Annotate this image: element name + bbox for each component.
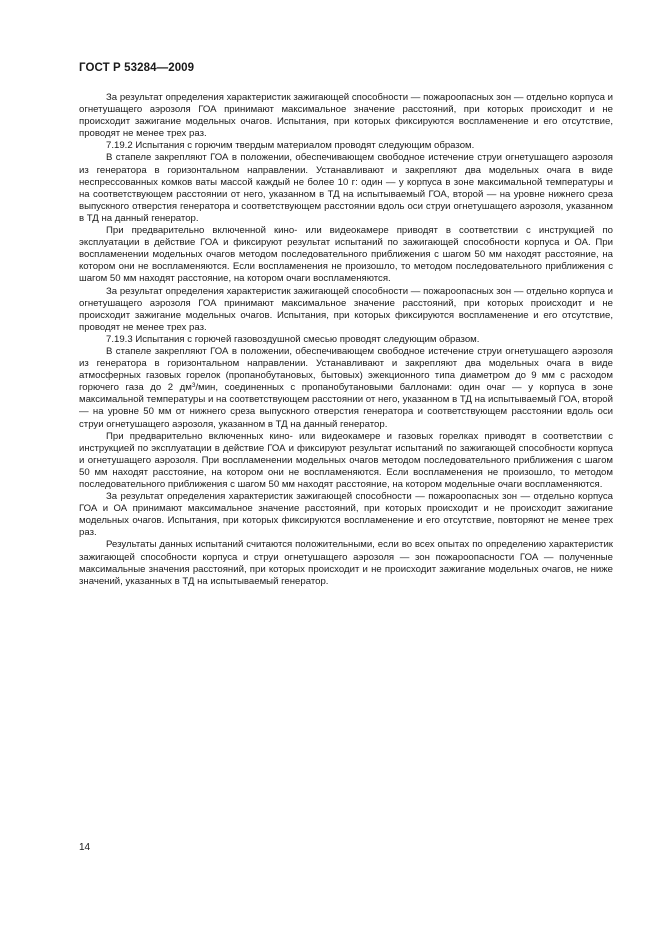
standard-code-header: ГОСТ Р 53284—2009 [79, 62, 195, 74]
paragraph-gas-procedure: При предварительно включенных кино- или видеокамере и газовых горелках приводят в соответствии с инструкцией по эксплуатации в действие ГОА и фиксируют результат испытаний по зажигающей способности корпуса и огнетушащего аэрозоля. При воспламенении модельных очагов методом последовательного приближения с шагом 50 мм находят расстояние, на котором они не воспламеняются. Если воспламенения не произошло, то методом последовательного приближения с шагом 50 мм находят расстояние, на котором модельные очаги воспламеняются. [79, 430, 613, 490]
paragraph-section-7-19-2: 7.19.2 Испытания с горючим твердым материалом проводят следующим образом. [106, 140, 475, 152]
paragraph-result-solid-2: За результат определения характеристик зажигающей способности — пожароопасных зон — отдельно корпуса и огнетушащего аэрозоля ГОА принимают максимальное значение расстояний, при которых происходит и не происходит зажигание модельных очагов. Испытания, при которых фиксируются воспламенение и его отсутствие, проводят не менее трех раз. [79, 285, 613, 333]
gas-setup-text-end: /мин, соединенных с пропанобутановыми баллонами: один очаг — у корпуса в зоне максимальной температуры и на соответствующем расстоянии от него, указанном в ТД на испытываемый ГОА, второй — на уровне 50 мм от нижнего среза выпускного отверстия генератора и соответствующем расстоянии вдоль оси струи огнетушащего аэрозоля, указанном в ТД на данный генератор. [79, 382, 613, 430]
paragraph-section-7-19-3: 7.19.3 Испытания с горючей газовоздушной смесью проводят следующим образом. [106, 333, 480, 345]
gas-setup-text-start: В стапеле закрепляют ГОА в положении, обеспечивающем свободное истечение струи огнетушащего аэрозоля из генератора в горизонтальном направлении. Устанавливают и закрепляют два модельных очага в виде атмосферных газовых горелок (пропанобутановых, бытовых) эжекционного типа диаметром до 9 мм с расходом горючего газа до 2 дм [79, 345, 613, 394]
body-text [79, 92, 613, 588]
page-number: 14 [79, 842, 91, 853]
paragraph-gas-setup [79, 346, 613, 431]
paragraph-conclusion: Результаты данных испытаний считаются положительными, если во всех опытах по определению характеристик зажигающей способности корпуса и струи огнетушащего аэрозоля — зон пожароопасности ГОА — полученные максимальные значения расстояний, при которых происходит и не происходит зажигание модельных очагов, не ниже значений, указанных в ТД на испытываемый генератор. [79, 539, 613, 587]
paragraph-result-gas: За результат определения характеристик зажигающей способности — пожароопасных зон — отдельно корпуса ГОА и ОА принимают максимальное значение расстояний, при которых происходит и не происходит зажигание модельных очагов. Испытания, при которых фиксируются воспламенение и его отсутствие, повторяют не менее трех раз. [79, 491, 613, 539]
paragraph-solid-procedure: При предварительно включенной кино- или видеокамере приводят в соответствии с инструкцией по эксплуатации в действие ГОА и фиксируют результат испытаний по зажигающей способности корпуса и ОА. При воспламенении модельных очагов методом последовательного приближения с шагом 50 мм находят расстояние, на котором они не воспламеняются. Если воспламенения не произошло, то методом последовательного приближения с шагом 50 мм находят расстояние, на котором очаги воспламеняются. [79, 225, 613, 285]
paragraph-solid-setup: В стапеле закрепляют ГОА в положении, обеспечивающем свободное истечение струи огнетушащего аэрозоля из генератора в горизонтальном направлении. Устанавливают и закрепляют два модельных очага в виде неспрессованных комков ваты массой каждый не более 10 г: один — у корпуса в зоне максимальной температуры и на соответствующем расстоянии от него, указанном в ТД на испытываемый ГОА, второй — на уровне нижнего среза выпускного отверстия генератора и соответствующем расстоянии вдоль оси струи огнетушащего аэрозоля, указанном в ТД на данный генератор. [79, 152, 613, 224]
cubic-superscript: 3 [191, 382, 196, 390]
paragraph-result-solid-1: За результат определения характеристик зажигающей способности — пожароопасных зон — отдельно корпуса и огнетушащего аэрозоля ГОА принимают максимальное значение расстояний, при которых происходит и не происходит зажигание модельных очагов. Испытания, при которых фиксируются воспламенение и его отсутствие, проводят не менее трех раз. [79, 92, 613, 140]
